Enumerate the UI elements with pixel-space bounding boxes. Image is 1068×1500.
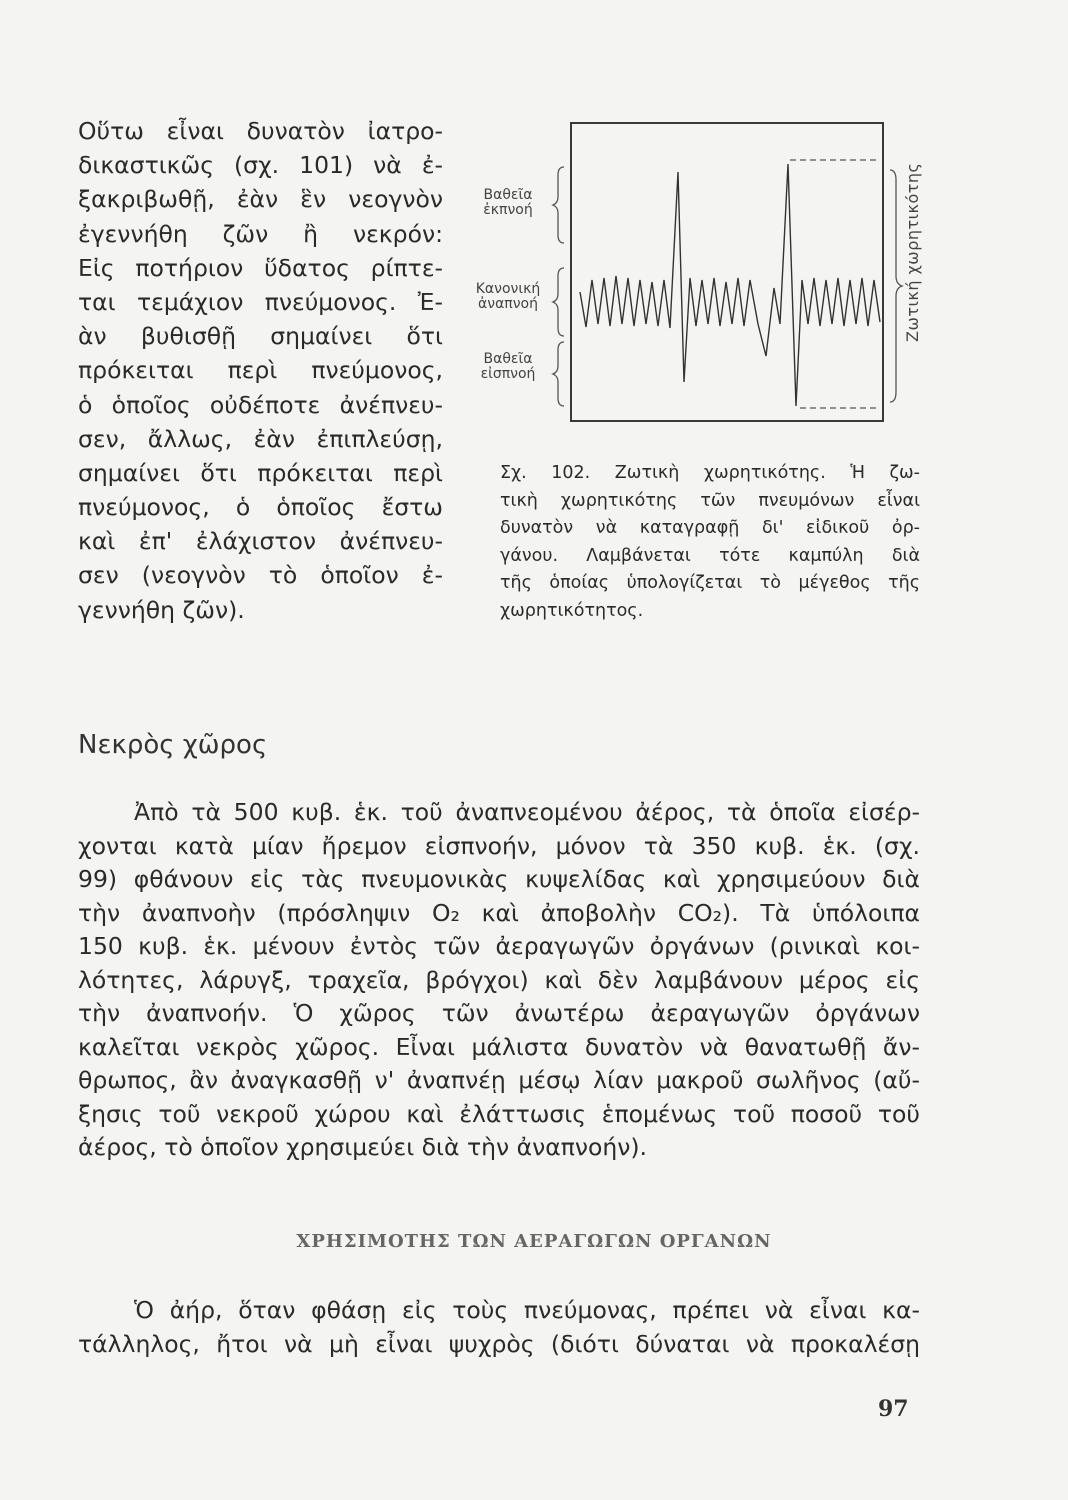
label-line: ἀναπνοή (478, 296, 538, 312)
text-line: σεν, ἄλλως, ἐὰν ἐπιπλεύσῃ, (78, 424, 443, 453)
paragraph-air-conditioning (78, 1294, 920, 1361)
label-line: εἰσπνοή (480, 366, 536, 382)
text-line: Εἰς ποτήριον ὕδατος ρίπτε- (78, 253, 443, 282)
text-line: γεννήθη ζῶν). (78, 595, 245, 624)
paragraph-dead-space (78, 796, 920, 1165)
paragraph-line: Ὁ ἀήρ, ὅταν φθάσῃ εἰς τοὺς πνεύμονας, πρέπει νὰ εἶναι κα- (134, 1296, 920, 1324)
label-line: ἐκπνοή (483, 202, 533, 218)
paragraph-line: 99) φθάνουν εἰς τὰς πνευμονικὰς κυψελίδας καὶ χρησιμεύουν διὰ (78, 865, 920, 893)
text-line: ὰν βυθισθῇ σημαίνει ὅτι (78, 322, 443, 351)
brace-normal (553, 268, 564, 336)
label-line: Βαθεῖα (483, 351, 533, 367)
vital-capacity-label: Ζωτική χωρητικότης (903, 162, 922, 342)
label-line: Κανονική (475, 281, 541, 297)
caption-line: χωρητικότητος. (500, 600, 644, 621)
paragraph-line: ξησις τοῦ νεκροῦ χώρου καὶ ἐλάττωσις ἑπομένως τοῦ ποσοῦ τοῦ (78, 1099, 920, 1128)
caption-line: τῆς ὁποίας ὑπολογίζεται τὸ μέγεθος τῆς (500, 573, 920, 593)
caption-line: τικὴ χωρητικότης τῶν πνευμόνων εἶναι (500, 490, 920, 511)
text-line: ται τεμάχιον πνεύμονος. Ἐ- (78, 287, 443, 316)
brace-deep-inhale (553, 342, 564, 406)
text-line: ὁ ὁποῖος οὐδέποτε ἀνέπνευ- (78, 390, 443, 419)
paragraph-line: 150 κυβ. ἑκ. μένουν ἐντὸς τῶν ἀεραγωγῶν ὀργάνων (ρινικαὶ κοι- (78, 932, 920, 960)
text-line: Οὕτω εἶναι δυνατὸν ἰατρο- (78, 117, 443, 145)
text-line: δικαστικῶς (σχ. 101) νὰ ἐ- (78, 151, 443, 180)
paragraph-line: τὴν ἀναπνοήν. Ὁ χῶρος τῶν ἀνωτέρω ἀεραγωγῶν ὀργάνων (78, 999, 920, 1027)
vital-capacity-figure (448, 112, 944, 452)
paragraph-line: ἀέρος, τὸ ὁποῖον χρησιμεύει διὰ τὴν ἀναπνοήν). (78, 1133, 648, 1161)
section-title: ΧΡΗΣΙΜΟΤΗΣ ΤΩΝ ΑΕΡΑΓΩΓΩΝ ΟΡΓΑΝΩΝ (296, 1231, 772, 1252)
text-line: σημαίνει ὅτι πρόκειται περὶ (78, 458, 443, 487)
caption-line: γάνου. Λαμβάνεται τότε καμπύλη διὰ (500, 545, 920, 566)
text-line: ἐγεννήθη ζῶν ἢ νεκρόν: (78, 219, 443, 248)
paragraph-line: τάλληλος, ἤτοι νὰ μὴ εἶναι ψυχρὸς (διότι δύναται νὰ προκαλέσῃ (78, 1329, 920, 1358)
brace-vital-capacity (890, 170, 902, 402)
text-line: πρόκειται περὶ πνεύμονος, (78, 356, 443, 385)
brace-deep-exhale (553, 167, 564, 243)
caption-line: Σχ. 102. Ζωτικὴ χωρητικότης. Ἡ ζω- (500, 463, 920, 483)
paragraph-line: Ἀπὸ τὰ 500 κυβ. ἑκ. τοῦ ἀναπνεομένου ἀέρος, τὰ ὁποῖα εἰσέρ- (134, 798, 920, 826)
text-line: καὶ ἐπ' ἐλάχιστον ἀνέπνευ- (78, 527, 443, 556)
paragraph-line: θρωπος, ἂν ἀναγκασθῇ ν' ἀναπνέῃ μέσῳ λίαν μακροῦ σωλῆνος (αὔ- (78, 1066, 920, 1094)
paragraph-line: καλεῖται νεκρὸς χῶρος. Εἶναι μάλιστα δυνατὸν νὰ θανατωθῇ ἄν- (78, 1032, 920, 1061)
paragraph-line: τὴν ἀναπνοὴν (πρόσληψιν O₂ καὶ ἀποβολὴν CO₂). Τὰ ὑπόλοιπα (78, 898, 920, 927)
figure-frame (570, 122, 884, 422)
figure-caption (500, 460, 920, 625)
page-number: 97 (878, 1396, 909, 1422)
section-heading: Νεκρὸς χῶρος (78, 730, 268, 760)
label-line: Βαθεῖα (483, 187, 533, 203)
text-line: ξακριβωθῇ, ἐὰν ἓν νεογνὸν (78, 185, 443, 214)
left-column-text (78, 114, 443, 627)
text-line: σεν (νεογνὸν τὸ ὁποῖον ἐ- (78, 561, 443, 590)
paragraph-line: χονται κατὰ μίαν ἤρεμον εἰσπνοήν, μόνον τὰ 350 κυβ. ἑκ. (σχ. (78, 831, 920, 860)
text-line: πνεύμονος, ὁ ὁποῖος ἔστω (78, 493, 443, 522)
paragraph-line: λότητες, λάρυγξ, τραχεῖα, βρόγχοι) καὶ δὲν λαμβάνουν μέρος εἰς (78, 965, 920, 994)
caption-line: δυνατὸν νὰ καταγραφῇ δι' εἰδικοῦ ὀρ- (500, 518, 920, 538)
